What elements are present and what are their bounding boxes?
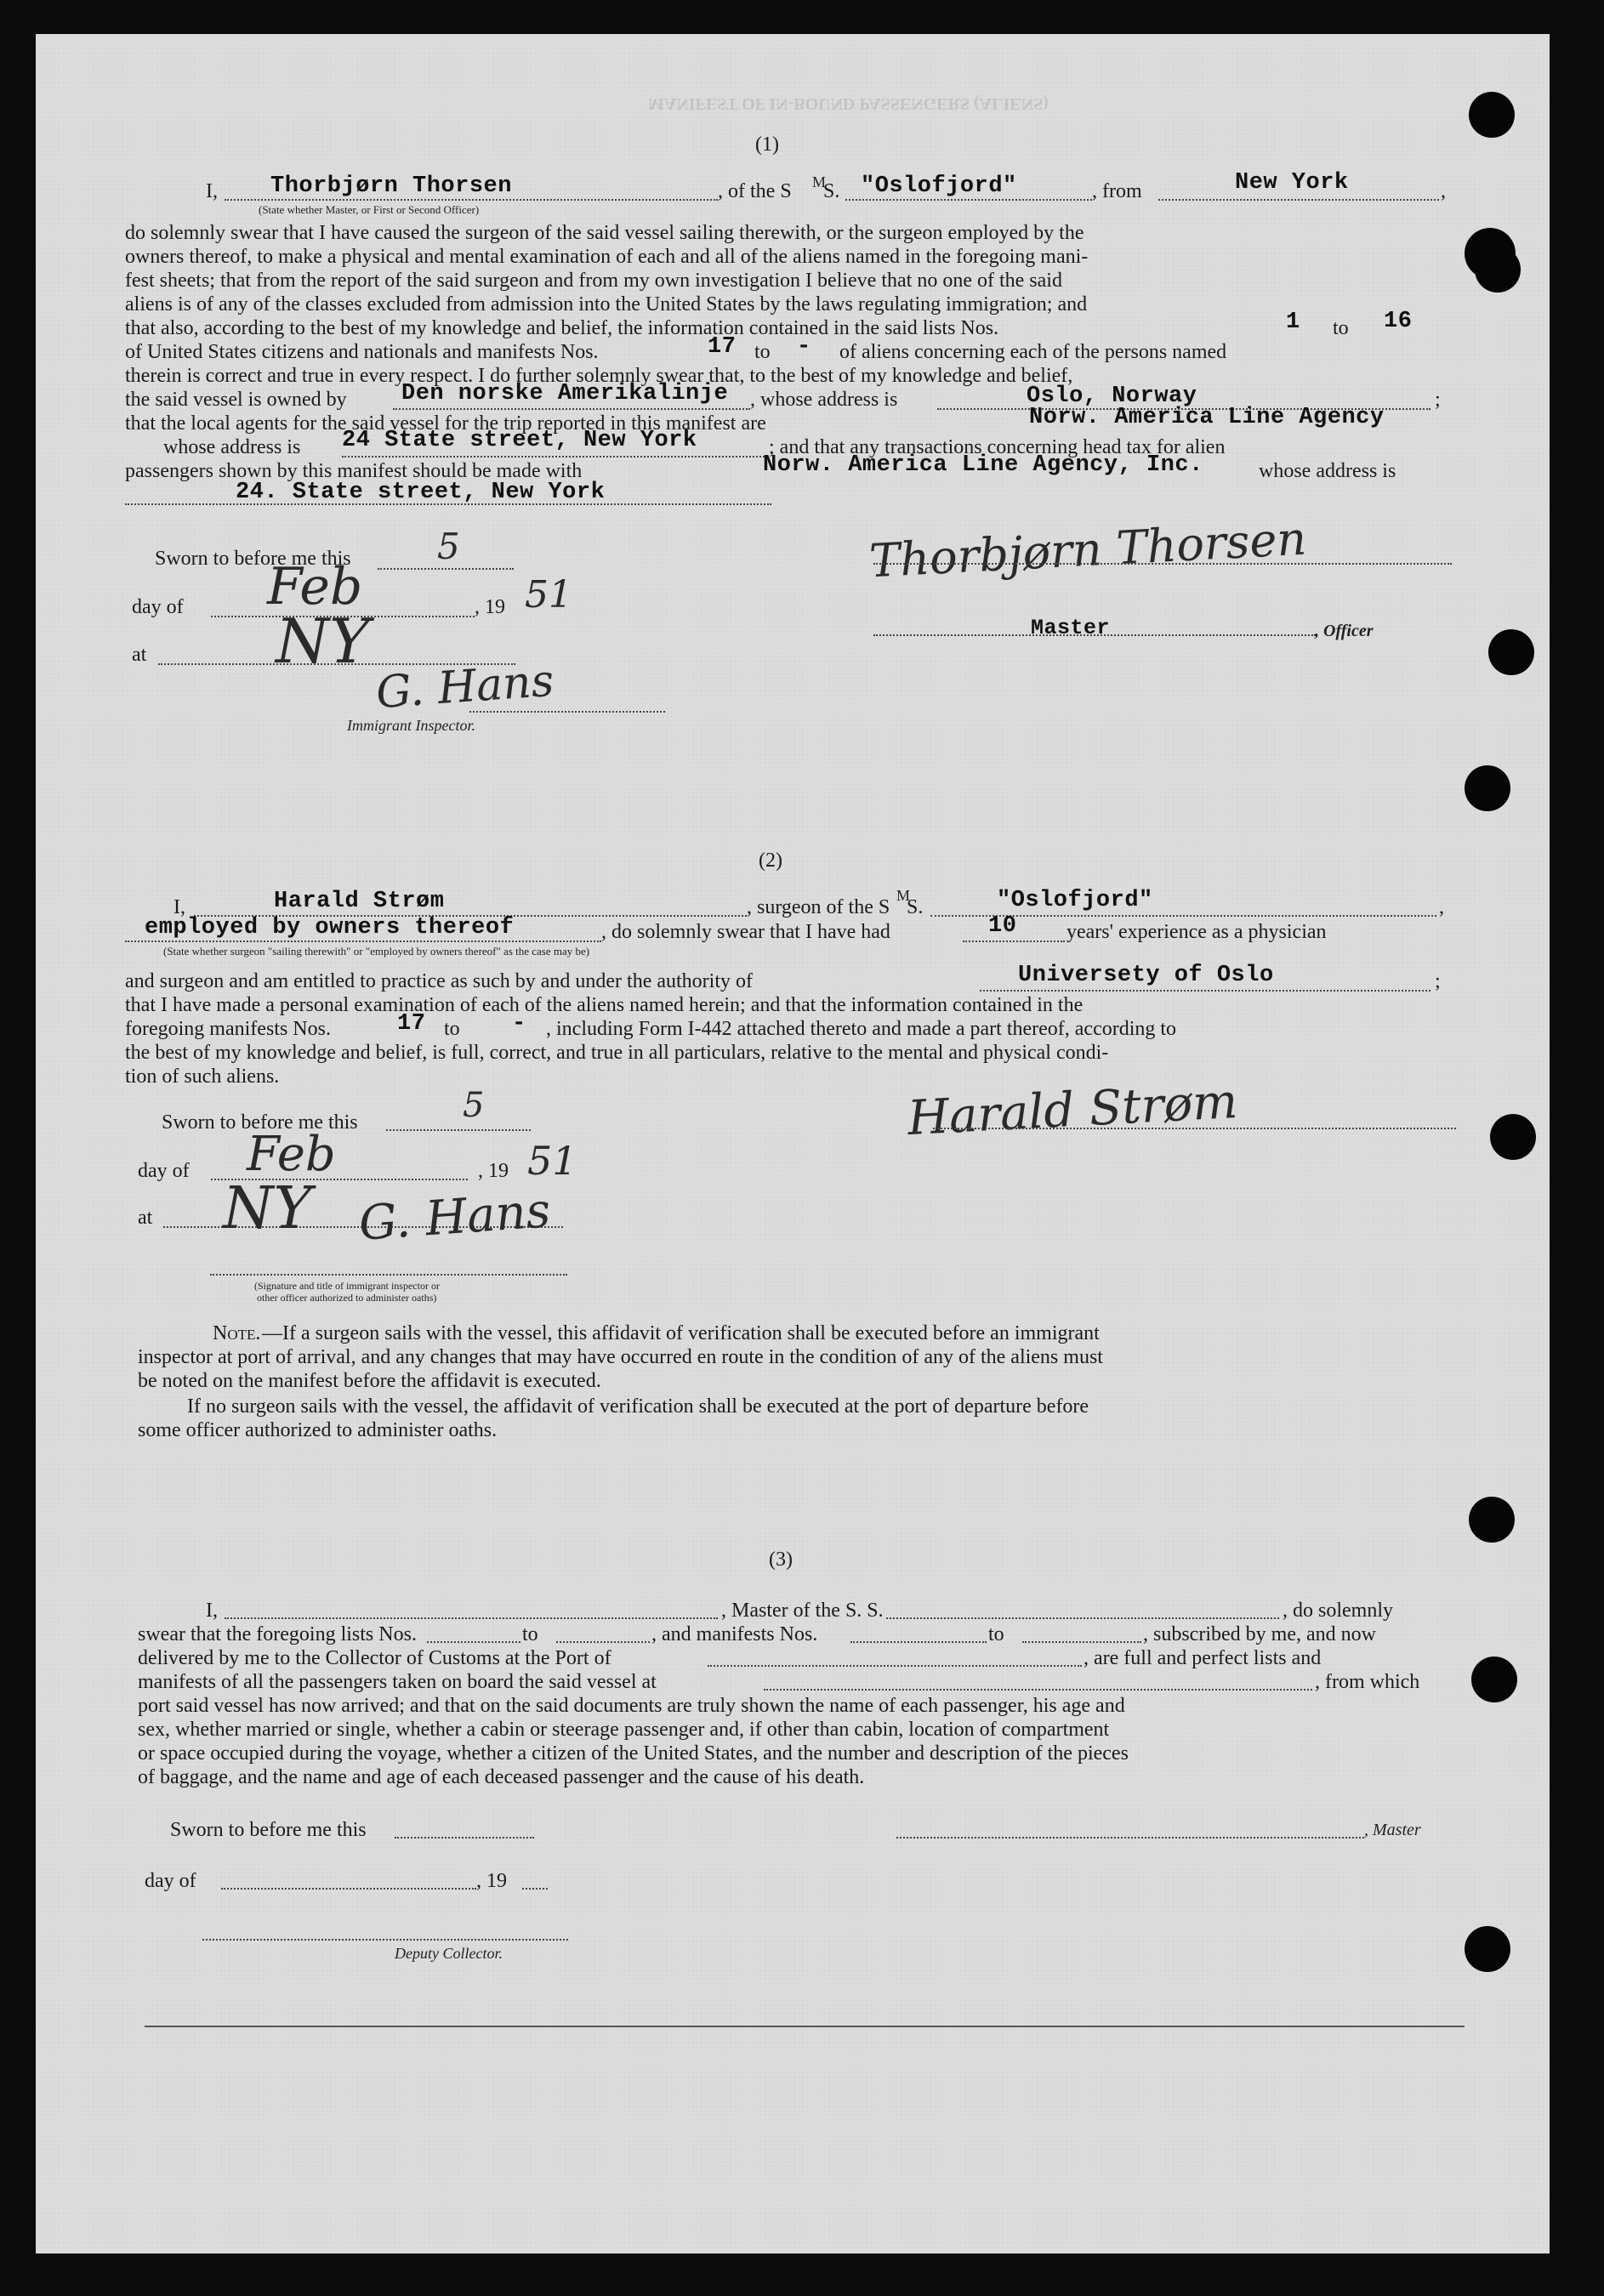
oath-line: port said vessel has now arrived; and that on the said documents are truly shown the name of each passenger, his age and (138, 1695, 1125, 1717)
manifests-to: - (512, 1011, 526, 1037)
collector-label: Deputy Collector. (395, 1945, 503, 1962)
oath-line: years' experience as a physician (1066, 921, 1327, 943)
lists-from: 1 (1286, 310, 1300, 335)
sworn-day: 5 (437, 526, 460, 567)
authority: Universety of Oslo (1018, 963, 1274, 988)
sworn-month: Feb (247, 1127, 336, 1182)
manifest-verification-page (36, 34, 1550, 2253)
lists-to: 16 (1384, 309, 1413, 334)
oath-i: I, (206, 180, 218, 202)
oath-line: of United States citizens and nationals and manifests Nos. (125, 341, 599, 363)
note-line: If no surgeon sails with the vessel, the affidavit of verification shall be executed at the port of departure before (187, 1395, 1089, 1418)
sworn-label: Sworn to before me this (155, 548, 351, 570)
punch-hole (1465, 765, 1510, 811)
punch-hole (1475, 247, 1521, 293)
oath-line: therein is correct and true in every respect. I do further solemnly swear that, to the best of my knowledge and belief, (125, 365, 1073, 387)
at-place: NY (223, 1175, 312, 1242)
oath-line: that the local agents for the said vessel for the trip reported in this manifest are (125, 412, 766, 435)
manifests-from: 17 (397, 1011, 426, 1037)
at-place: NY (276, 605, 370, 677)
of-the-label: , of the S (718, 180, 792, 202)
year-prefix: , 19 (475, 596, 505, 618)
oath-line: whose address is (163, 436, 301, 458)
sworn-day-blank (395, 1837, 534, 1839)
sworn-label: Sworn to before me this (170, 1819, 367, 1841)
oath-line: the said vessel is owned by (125, 389, 347, 411)
sworn-day: 5 (463, 1086, 485, 1125)
section-3-heading: (3) (769, 1549, 793, 1571)
signature-note: other officer authorized to administer oaths) (257, 1292, 437, 1304)
owner-address: Oslo, Norway (1027, 384, 1197, 409)
punch-hole (1469, 1497, 1515, 1543)
oath-line: ; and that any transactions concerning head tax for alien (769, 436, 1226, 458)
head-tax-agent: Norw. America Line Agency, Inc. (763, 452, 1203, 478)
officer-label: , Officer (1315, 622, 1374, 640)
lists-to-blank (556, 1641, 650, 1643)
sworn-day-blank (378, 568, 514, 570)
inspector-sig-blank (210, 1274, 567, 1276)
vessel-s: S. (907, 896, 924, 918)
semicolon: ; (1435, 389, 1441, 411)
master-label: , Master (1364, 1821, 1421, 1839)
semicolon: ; (1435, 970, 1441, 992)
oath-line: , whose address is (750, 389, 898, 411)
oath-line: aliens is of any of the classes excluded from admission into the United States by the laws regulating immigration; and (125, 293, 1088, 315)
to-label: to (1333, 317, 1349, 339)
punch-hole (1469, 92, 1515, 138)
oath-line: manifests of all the passengers taken on board the said vessel at (138, 1671, 657, 1693)
surgeon-employment: employed by owners thereof (145, 915, 515, 941)
oath-line: that I have made a personal examination of each of the aliens named herein; and that the information contained in the (125, 994, 1084, 1016)
vessel-name: "Oslofjord" (861, 173, 1017, 199)
oath-line: that also, according to the best of my knowledge and belief, the information contained in the said lists Nos. (125, 317, 999, 339)
vessel-prefix-m: M (812, 173, 827, 190)
oath-i: I, (173, 896, 185, 918)
manifests-from: 17 (708, 334, 737, 360)
from-label: , from (1092, 180, 1142, 202)
owner-blank (393, 408, 750, 410)
note-label: Note. (213, 1322, 261, 1344)
punch-hole (1488, 629, 1534, 675)
surgeon-signature: Harald Strøm (906, 1073, 1239, 1147)
note-line: —If a surgeon sails with the vessel, this affidavit of verification shall be executed before an immigrant (262, 1322, 1100, 1344)
oath-line: do solemnly swear that I have caused the surgeon of the said vessel sailing therewith, or the surgeon employed by the (125, 222, 1084, 244)
collector-sig-blank (202, 1939, 568, 1941)
oath-line: , are full and perfect lists and (1084, 1647, 1322, 1669)
oath-line: , from which (1315, 1671, 1420, 1693)
day-of-label: day of (138, 1160, 190, 1182)
agents-address: 24 State street, New York (342, 428, 697, 453)
to-label: to (444, 1018, 460, 1040)
head-tax-address: 24. State street, New York (236, 480, 606, 505)
oath-line: sex, whether married or single, whether a cabin or steerage passenger and, if other than cabin, location of compartment (138, 1719, 1110, 1741)
comma: , (1439, 896, 1444, 918)
vessel-blank (886, 1617, 1279, 1619)
year-prefix: , 19 (476, 1870, 507, 1892)
oath-line: passengers shown by this manifest should be made with (125, 460, 583, 482)
signature-note: (Signature and title of immigrant inspector or (254, 1280, 440, 1292)
note-line: some officer authorized to administer oaths. (138, 1419, 498, 1441)
surgeon-name: Harald Strøm (274, 889, 445, 914)
oath-line: and surgeon and am entitled to practice as such by and under the authority of (125, 970, 753, 992)
vessel-blank (845, 199, 1092, 201)
oath-line: fest sheets; that from the report of the said surgeon and from my own investigation I believe that no one of the said (125, 270, 1062, 292)
employment-blank (125, 941, 601, 942)
inspector-signature: G. Hans (356, 1183, 553, 1252)
master-signature: Thorbjørn Thorsen (867, 511, 1308, 588)
sworn-label: Sworn to before me this (162, 1111, 358, 1134)
oath-line: , including Form I-442 attached thereto and made a part thereof, according to (546, 1018, 1177, 1040)
comma: , (1441, 180, 1446, 202)
embark-port-blank (764, 1689, 1312, 1691)
sworn-month: Feb (267, 557, 363, 617)
punch-hole (1490, 1114, 1536, 1160)
vessel-name: "Oslofjord" (997, 888, 1153, 913)
bleed-through-text: MANIFEST OF IN-BOUND PASSENGERS (ALIENS) (648, 94, 1049, 113)
from-blank (1158, 199, 1439, 201)
section-1-heading: (1) (755, 134, 779, 156)
section-2-heading: (2) (759, 850, 782, 872)
at-label: at (132, 644, 147, 666)
at-label: at (138, 1207, 153, 1229)
oath-line: , do solemnly swear that I have had (601, 921, 890, 943)
year-prefix: , 19 (478, 1160, 509, 1182)
master-sig-blank (896, 1837, 1364, 1839)
port-blank (708, 1665, 1082, 1667)
name-blank (225, 199, 718, 201)
month-blank (221, 1888, 476, 1890)
oath-line: or space occupied during the voyage, whether a citizen of the United States, and the number and description of the pieces (138, 1742, 1129, 1765)
to-label: to (754, 341, 771, 363)
lists-from-blank (427, 1641, 520, 1643)
oath-line: delivered by me to the Collector of Customs at the Port of (138, 1647, 611, 1669)
day-of-label: day of (132, 596, 184, 618)
manifests-to-blank (1022, 1641, 1141, 1643)
note-line: inspector at port of arrival, and any changes that may have occurred en route in the condition of any of the aliens must (138, 1346, 1103, 1368)
vessel-owner: Den norske Amerikalinje (401, 381, 729, 406)
inspector-label: Immigrant Inspector. (347, 717, 475, 734)
bottom-rule (145, 2026, 1465, 2027)
oath-line: the best of my knowledge and belief, is full, correct, and true in all particulars, relative to the mental and physical condi- (125, 1042, 1109, 1064)
do-solemnly: , do solemnly (1283, 1600, 1393, 1622)
years-blank (963, 941, 1065, 942)
oath-line: , and manifests Nos. (651, 1623, 818, 1645)
master-sig-blank (873, 563, 1452, 565)
vessel-prefix-m: M (896, 887, 911, 904)
master-of-label: , Master of the S. S. (721, 1600, 884, 1622)
inspector-signature: G. Hans (374, 655, 556, 719)
oath-line: , subscribed by me, and now (1143, 1623, 1376, 1645)
oath-i: I, (206, 1600, 218, 1622)
to-label: to (988, 1623, 1004, 1645)
years-experience: 10 (988, 913, 1017, 939)
year-blank (522, 1888, 548, 1890)
oath-line: of aliens concerning each of the persons named (839, 341, 1227, 363)
note-line: be noted on the manifest before the affidavit is executed. (138, 1370, 601, 1392)
surgeon-of-label: , surgeon of the S (747, 896, 890, 918)
master-name: Thorbjørn Thorsen (270, 173, 512, 199)
oath-line: whose address is (1259, 460, 1396, 482)
inspector-sig-blank (469, 711, 665, 713)
master-name-blank (225, 1617, 718, 1619)
oath-line: foregoing manifests Nos. (125, 1018, 331, 1040)
surgeon-sig-blank (933, 1128, 1456, 1129)
agents-address-blank (342, 456, 767, 457)
sworn-day-blank (386, 1129, 531, 1131)
oath-line: owners thereof, to make a physical and mental examination of each and all of the aliens named in the foregoing mani- (125, 246, 1089, 268)
manifests-to: - (797, 334, 811, 360)
sworn-year: 51 (525, 573, 572, 617)
oath-line: swear that the foregoing lists Nos. (138, 1623, 417, 1645)
day-of-label: day of (145, 1870, 196, 1892)
state-note: (State whether surgeon "sailing therewith" or "employed by owners thereof" as the case may be) (163, 945, 590, 958)
local-agents: Norw. America Line Agency (1029, 405, 1385, 430)
authority-blank (980, 990, 1431, 992)
vessel-s: S. (823, 180, 840, 202)
oath-line: tion of such aliens. (125, 1066, 280, 1088)
punch-hole (1471, 1657, 1517, 1702)
punch-hole (1465, 1926, 1510, 1972)
to-label: to (522, 1623, 538, 1645)
sworn-year: 51 (527, 1138, 577, 1184)
manifests-from-blank (850, 1641, 987, 1643)
oath-line: of baggage, and the name and age of each deceased passenger and the cause of his death. (138, 1766, 865, 1788)
state-note: (State whether Master, or First or Second Officer) (259, 203, 480, 216)
from-place: New York (1235, 170, 1349, 196)
officer-role: Master (1031, 616, 1111, 640)
